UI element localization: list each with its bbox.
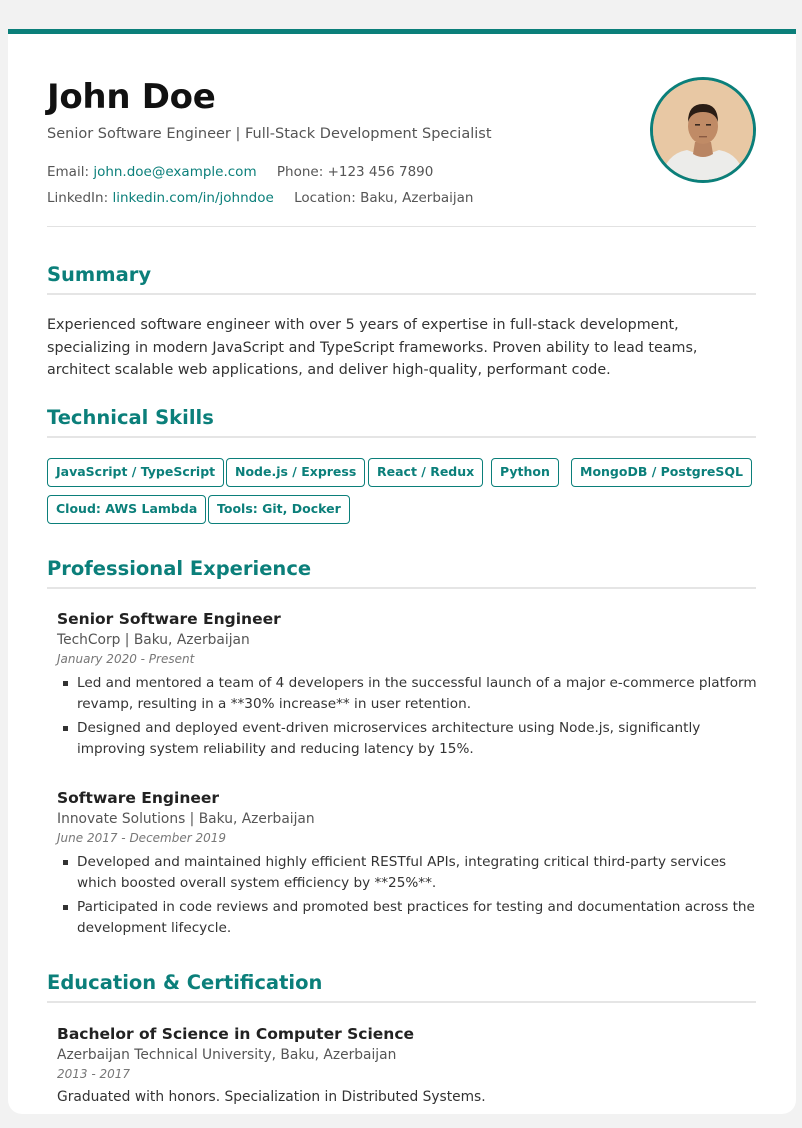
avatar-icon [653,80,753,180]
profile-photo [650,77,756,183]
job-entry [57,610,757,763]
linkedin-label: LinkedIn: [47,190,109,206]
job-title: Software Engineer [57,789,220,807]
job-bullets [57,852,757,939]
job-entry [57,789,757,942]
linkedin-item [47,190,274,206]
skill-tag: Python [491,458,559,487]
candidate-headline: Senior Software Engineer | Full-Stack Development Specialist [47,126,492,142]
job-bullet: Designed and deployed event-driven microservices architecture using Node.js, significantly improving system reliability and reducing latency by 15%. [57,718,757,760]
education-description: Graduated with honors. Specialization in Distributed Systems. [57,1089,486,1105]
degree-title: Bachelor of Science in Computer Science [57,1025,415,1043]
skill-tag: MongoDB / PostgreSQL [571,458,752,487]
contact-row-1 [47,164,449,180]
candidate-name: John Doe [47,77,216,117]
education-heading: Education & Certification [47,971,756,1003]
job-bullet: Participated in code reviews and promoted best practices for testing and documentation across the development lifecycle. [57,897,757,939]
job-company: TechCorp | Baku, Azerbaijan [57,632,250,648]
summary-text: Experienced software engineer with over 5 years of expertise in full-stack development, specializing in modern JavaScript and TypeScript frameworks. Proven ability to lead teams, architect scalable web applications, and deliver high-quality, performant code. [47,317,698,378]
job-dates: January 2020 - Present [57,652,195,666]
email-item [47,164,257,180]
skill-tag: Cloud: AWS Lambda [47,495,206,524]
skill-tag: Node.js / Express [226,458,365,487]
contact-row-2 [47,190,490,206]
phone-label: Phone: [276,164,324,180]
job-bullet: Developed and maintained highly efficient RESTful APIs, integrating critical third-party services which boosted overall system efficiency by **25%**. [57,852,757,894]
education-dates: 2013 - 2017 [57,1067,131,1081]
location-value: Baku, Azerbaijan [360,190,474,206]
email-label: Email: [47,164,90,180]
linkedin-link[interactable]: linkedin.com/in/johndoe [112,190,274,206]
skill-tag: Tools: Git, Docker [208,495,350,524]
summary-heading: Summary [47,263,756,295]
resume-card [8,29,796,1114]
job-title: Senior Software Engineer [57,610,281,628]
education-entry [57,1025,757,1105]
skill-tag: JavaScript / TypeScript [47,458,224,487]
phone-item [277,164,433,180]
phone-value: +123 456 7890 [327,164,434,180]
experience-heading: Professional Experience [47,557,756,589]
job-bullets [57,673,757,760]
location-label: Location: [294,190,356,206]
job-dates: June 2017 - December 2019 [57,831,227,845]
skills-heading: Technical Skills [47,406,756,438]
job-company: Innovate Solutions | Baku, Azerbaijan [57,811,315,827]
job-bullet: Led and mentored a team of 4 developers in the successful launch of a major e-commerce platform revamp, resulting in a **30% increase** in user retention. [57,673,757,715]
email-link[interactable]: john.doe@example.com [93,164,257,180]
school-name: Azerbaijan Technical University, Baku, Azerbaijan [57,1047,397,1063]
location-item [294,190,473,206]
skill-tag: React / Redux [368,458,483,487]
header-divider [47,226,756,227]
